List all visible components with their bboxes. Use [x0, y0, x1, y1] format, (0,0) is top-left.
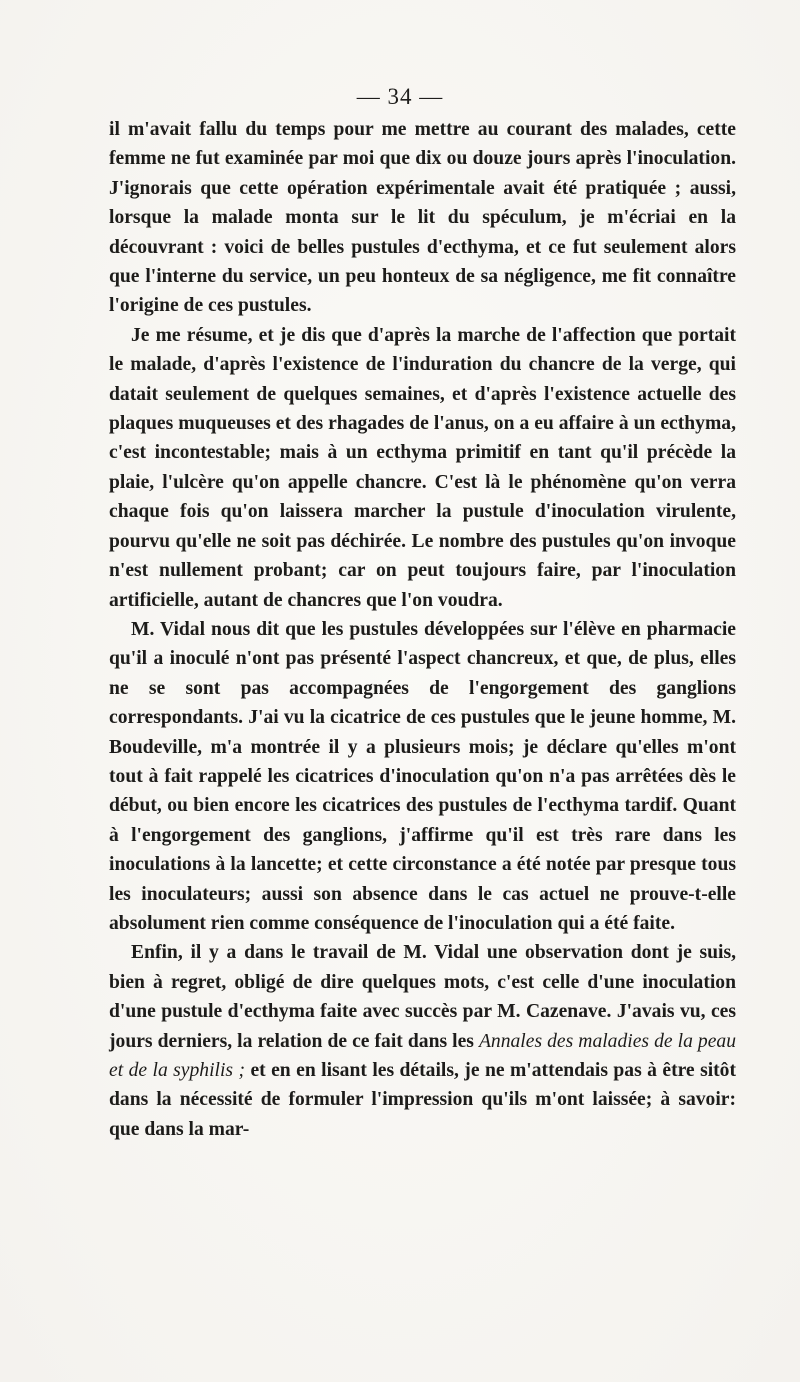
- paragraph-2-text: Je me résume, et je dis que d'après la marche de l'affection que portait le malade, d'après l'existence de l'induration du chancre de la verge, qui datait seulement de quelques semaines, et d'après l'existence actuelle des plaques muqueuses et des rhagades de l'anus, on a eu affaire à un ecthyma, c'est incontestable; mais à un ecthyma primitif en tant qu'il précède la plaie, l'ulcère qu'on appelle chancre. C'est là le phénomène qu'on verra chaque fois qu'on laissera marcher la pustule d'inoculation virulente, pourvu qu'elle ne soit pas déchirée. Le nombre des pustules qu'on invoque n'est nullement probant; car on peut toujours faire, par l'inoculation artificielle, autant de chancres que l'on voudra.: [109, 324, 736, 611]
- page-body-text: [109, 115, 736, 1144]
- paragraph-4: [109, 938, 736, 1144]
- paragraph-1-text: il m'avait fallu du temps pour me mettre au courant des malades, cette femme ne fut examinée par moi que dix ou douze jours après l'inoculation. J'ignorais que cette opération expérimentale avait été pratiquée ; aussi, lorsque la malade monta sur le lit du spéculum, je m'écriai en la découvrant : voici de belles pustules d'ecthyma, et ce fut seulement alors que l'interne du service, un peu honteux de sa négligence, me fit connaître l'origine de ces pustules.: [109, 119, 736, 317]
- paragraph-3-text: M. Vidal nous dit que les pustules développées sur l'élève en pharmacie qu'il a inoculé n'ont pas présenté l'aspect chancreux, et que, de plus, elles ne se sont pas accompagnées de l'engorgement des ganglions correspondants. J'ai vu la cicatrice de ces pustules que le jeune homme, M. Boudeville, m'a montrée il y a plusieurs mois; je déclare qu'elles m'ont tout à fait rappelé les cicatrices d'inoculation qu'on n'a pas arrêtées dès le début, ou bien encore les cicatrices des pustules de l'ecthyma tardif. Quant à l'engorgement des ganglions, j'affirme qu'il est très rare dans les inoculations à la lancette; et cette circonstance a été notée par presque tous les inoculateurs; aussi son absence dans le cas actuel ne prouve-t-elle absolument rien comme conséquence de l'inoculation qui a été faite.: [109, 618, 736, 934]
- journal-title-italic: Annales des maladies de la peau et de la syphilis ;: [109, 1030, 736, 1081]
- paragraph-4-text-start: Enfin, il y a dans le travail de M. Vidal une observation dont je suis, bien à regret, obligé de dire quelques mots, c'est celle d'une inoculation d'une pustule d'ecthyma faite avec succès par M. Cazenave. J'avais vu, ces jours derniers, la relation de ce fait dans les: [109, 942, 736, 1052]
- paragraph-4-text-end: et en en lisant les détails, je ne m'attendais pas à être sitôt dans la nécessité de formuler l'impression qu'ils m'ont laissée; à savoir: que dans la mar-: [109, 1060, 736, 1140]
- paragraph-1: [109, 115, 736, 321]
- page-number-header: — 34 —: [356, 84, 444, 109]
- paragraph-2: [109, 321, 736, 615]
- paragraph-3: [109, 615, 736, 938]
